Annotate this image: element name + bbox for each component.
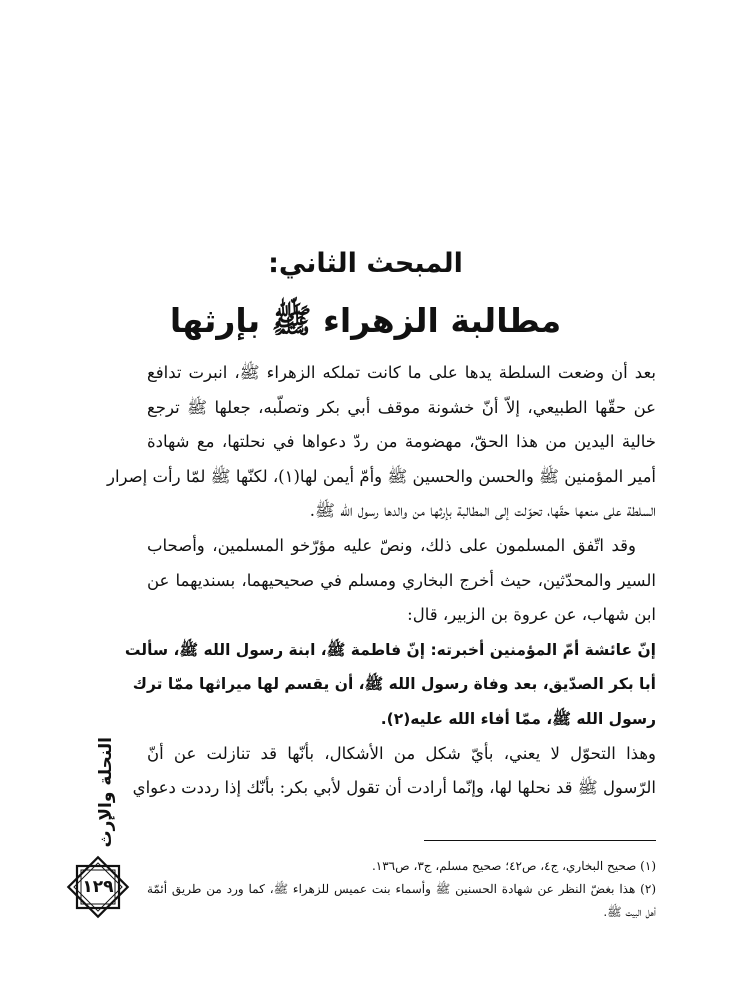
page-number-badge [64,853,132,921]
body-line-6: وقد اتّفق المسلمون على ذلك، ونصّ عليه مؤرّخو المسلمين، وأصحاب [147,535,636,555]
running-book-title: النحلة والإرث [96,737,116,848]
body-line-10: الرّسول ﷺ قد نحلها لها، وإنّما أرادت أن تقول لأبي بكر: بأنّك إذا رددت دعواي [132,778,656,798]
body-line-1: بعد أن وضعت السلطة يدها على ما كانت تملكه الزهراء ﷺ، انبرت تدافع [147,363,656,382]
page-number: ١٢٩ [82,877,114,897]
footnotes [147,855,656,924]
body-line-7: السير والمحدّثين، حيث أخرج البخاري ومسلم في صحيحيهما، بسنديهما عن [147,570,656,590]
body-text [107,356,656,806]
quote-line-3: رسول الله ﷺ، ممّا أفاء الله عليه(٢). [380,709,656,728]
body-line-8: ابن شهاب، عن عروة بن الزبير، قال: [407,605,656,625]
body-line-9: وهذا التحوّل لا يعني، بأيّ شكل من الأشكال، بأنّها قد تنازلت عن أنّ [147,743,656,763]
footnote-1: (١) صحيح البخاري، ج٤، ص٤٢؛ صحيح مسلم، ج٣، ص١٣٦. [371,859,656,873]
body-line-5: السلطة على منعها حقّها، تحوّلت إلى المطالبة بإرثها من والدها رسول الله ﷺ. [309,501,656,521]
chapter-title: مطالبة الزهراء ﷺ بإرثها [169,301,562,340]
section-heading: المبحث الثاني: [268,248,463,279]
footnote-2-continued: أهل البيت ﷺ. [603,905,656,919]
footnote-divider [424,840,656,841]
footnote-2: (٢) هذا بغضّ النظر عن شهادة الحسنين ﷺ وأسماء بنت عميس للزهراء ﷺ، كما ورد من طريق أئمّة [147,882,656,896]
body-line-4: أمير المؤمنين ﷺ والحسن والحسين ﷺ وأمّ أيمن لها(١)، لكنّها ﷺ لمّا رأت إصرار [107,466,656,486]
body-line-2: عن حقّها الطبيعي، إلاّ أنّ خشونة موقف أبي بكر وتصلّبه، جعلها ﷺ ترجع [147,397,656,417]
quote-line-1: إنّ عائشة أمّ المؤمنين أخبرته: إنّ فاطمة ﷺ، ابنة رسول الله ﷺ، سألت [124,640,656,659]
body-line-3: خالية اليدين من هذا الحقّ، مهضومة من ردّ دعواها في نحلتها، مع شهادة [147,432,656,452]
quote-line-2: أبا بكر الصدّيق، بعد وفاة رسول الله ﷺ، أن يقسم لها ميراثها ممّا ترك [132,675,656,694]
